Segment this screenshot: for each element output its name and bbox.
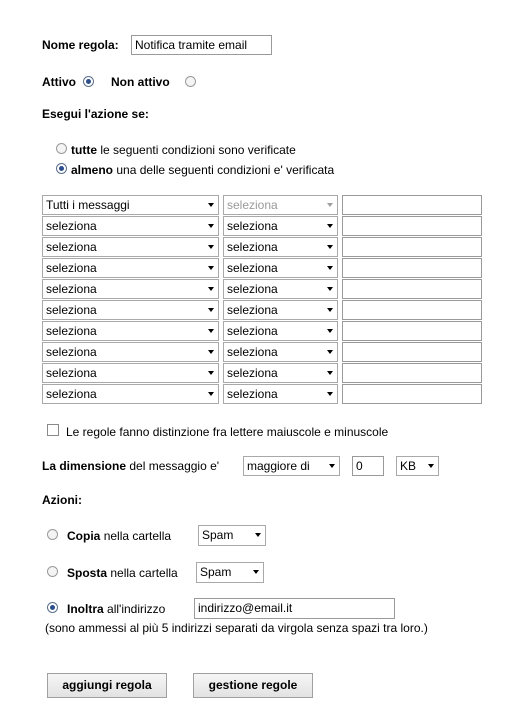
rule-name-label: Nome regola: bbox=[42, 38, 119, 52]
condition-value-input[interactable] bbox=[342, 195, 482, 215]
active-label: Attivo bbox=[42, 75, 76, 89]
forward-label-bold: Inoltra bbox=[67, 602, 104, 616]
copy-label-text: nella cartella bbox=[103, 529, 172, 543]
condition-value-input[interactable] bbox=[342, 237, 482, 257]
move-label-text: nella cartella bbox=[110, 566, 178, 580]
condition-operator-select: seleziona bbox=[223, 195, 338, 215]
case-sensitive-label: Le regole fanno distinzione fra lettere maiuscole e minuscole bbox=[66, 425, 389, 439]
condition-value-input[interactable] bbox=[342, 300, 482, 320]
condition-value-input[interactable] bbox=[342, 279, 482, 299]
forward-address-input[interactable]: indirizzo@email.it bbox=[194, 598, 395, 619]
active-radio[interactable] bbox=[83, 76, 94, 87]
move-radio[interactable] bbox=[47, 566, 58, 577]
condition-value-input[interactable] bbox=[342, 321, 482, 341]
manage-rules-button[interactable]: gestione regole bbox=[193, 673, 313, 698]
condition-field-select[interactable]: seleziona bbox=[42, 321, 219, 341]
condition-field-select[interactable]: seleziona bbox=[42, 258, 219, 278]
condition-field-select[interactable]: seleziona bbox=[42, 342, 219, 362]
copy-folder-select[interactable]: Spam bbox=[198, 525, 266, 546]
size-unit-select[interactable]: KB bbox=[396, 456, 439, 476]
condition-operator-select[interactable]: seleziona bbox=[223, 279, 338, 299]
forward-radio[interactable] bbox=[47, 602, 58, 613]
match-any-label bbox=[71, 163, 334, 177]
condition-value-input[interactable] bbox=[342, 342, 482, 362]
actions-heading: Azioni: bbox=[42, 493, 82, 507]
match-all-radio[interactable] bbox=[56, 143, 67, 154]
rule-name-input[interactable]: Notifica tramite email bbox=[131, 35, 272, 55]
size-value-input[interactable]: 0 bbox=[352, 456, 384, 476]
match-all-label bbox=[71, 143, 296, 157]
condition-field-select[interactable]: seleziona bbox=[42, 216, 219, 236]
condition-value-input[interactable] bbox=[342, 258, 482, 278]
match-all-text: le seguenti condizioni sono verificate bbox=[100, 143, 296, 157]
forward-label bbox=[67, 602, 165, 616]
condition-value-input[interactable] bbox=[342, 363, 482, 383]
size-label-text: del messaggio e' bbox=[129, 459, 220, 473]
inactive-radio[interactable] bbox=[185, 76, 196, 87]
size-label-bold: La dimensione bbox=[42, 459, 127, 473]
condition-operator-select[interactable]: seleziona bbox=[223, 321, 338, 341]
condition-field-select[interactable]: Tutti i messaggi bbox=[42, 195, 219, 215]
condition-value-input[interactable] bbox=[342, 216, 482, 236]
match-any-text: una delle seguenti condizioni e' verificata bbox=[116, 163, 335, 177]
copy-label-bold: Copia bbox=[67, 529, 101, 543]
condition-field-select[interactable]: seleziona bbox=[42, 237, 219, 257]
copy-radio[interactable] bbox=[47, 529, 58, 540]
match-all-bold: tutte bbox=[71, 143, 97, 157]
condition-field-select[interactable]: seleziona bbox=[42, 300, 219, 320]
size-comparator-select[interactable]: maggiore di bbox=[243, 456, 340, 476]
condition-operator-select[interactable]: seleziona bbox=[223, 216, 338, 236]
execute-heading: Esegui l'azione se: bbox=[42, 107, 149, 121]
copy-label bbox=[67, 529, 171, 543]
condition-value-input[interactable] bbox=[342, 384, 482, 404]
condition-operator-select[interactable]: seleziona bbox=[223, 342, 338, 362]
condition-field-select[interactable]: seleziona bbox=[42, 279, 219, 299]
condition-operator-select[interactable]: seleziona bbox=[223, 237, 338, 257]
condition-field-select[interactable]: seleziona bbox=[42, 384, 219, 404]
case-sensitive-checkbox[interactable] bbox=[47, 424, 59, 436]
move-label bbox=[67, 566, 178, 580]
forward-label-text: all'indirizzo bbox=[107, 602, 166, 616]
condition-operator-select[interactable]: seleziona bbox=[223, 300, 338, 320]
condition-operator-select[interactable]: seleziona bbox=[223, 363, 338, 383]
add-rule-button[interactable]: aggiungi regola bbox=[47, 673, 167, 698]
match-any-bold: almeno bbox=[71, 163, 114, 177]
condition-field-select[interactable]: seleziona bbox=[42, 363, 219, 383]
move-folder-select[interactable]: Spam bbox=[196, 562, 264, 583]
move-label-bold: Sposta bbox=[67, 566, 108, 580]
condition-operator-select[interactable]: seleziona bbox=[223, 384, 338, 404]
size-label bbox=[42, 459, 219, 473]
match-any-radio[interactable] bbox=[56, 163, 67, 174]
condition-operator-select[interactable]: seleziona bbox=[223, 258, 338, 278]
inactive-label: Non attivo bbox=[111, 75, 170, 89]
forward-note: (sono ammessi al più 5 indirizzi separati da virgola senza spazi tra loro.) bbox=[45, 621, 428, 635]
